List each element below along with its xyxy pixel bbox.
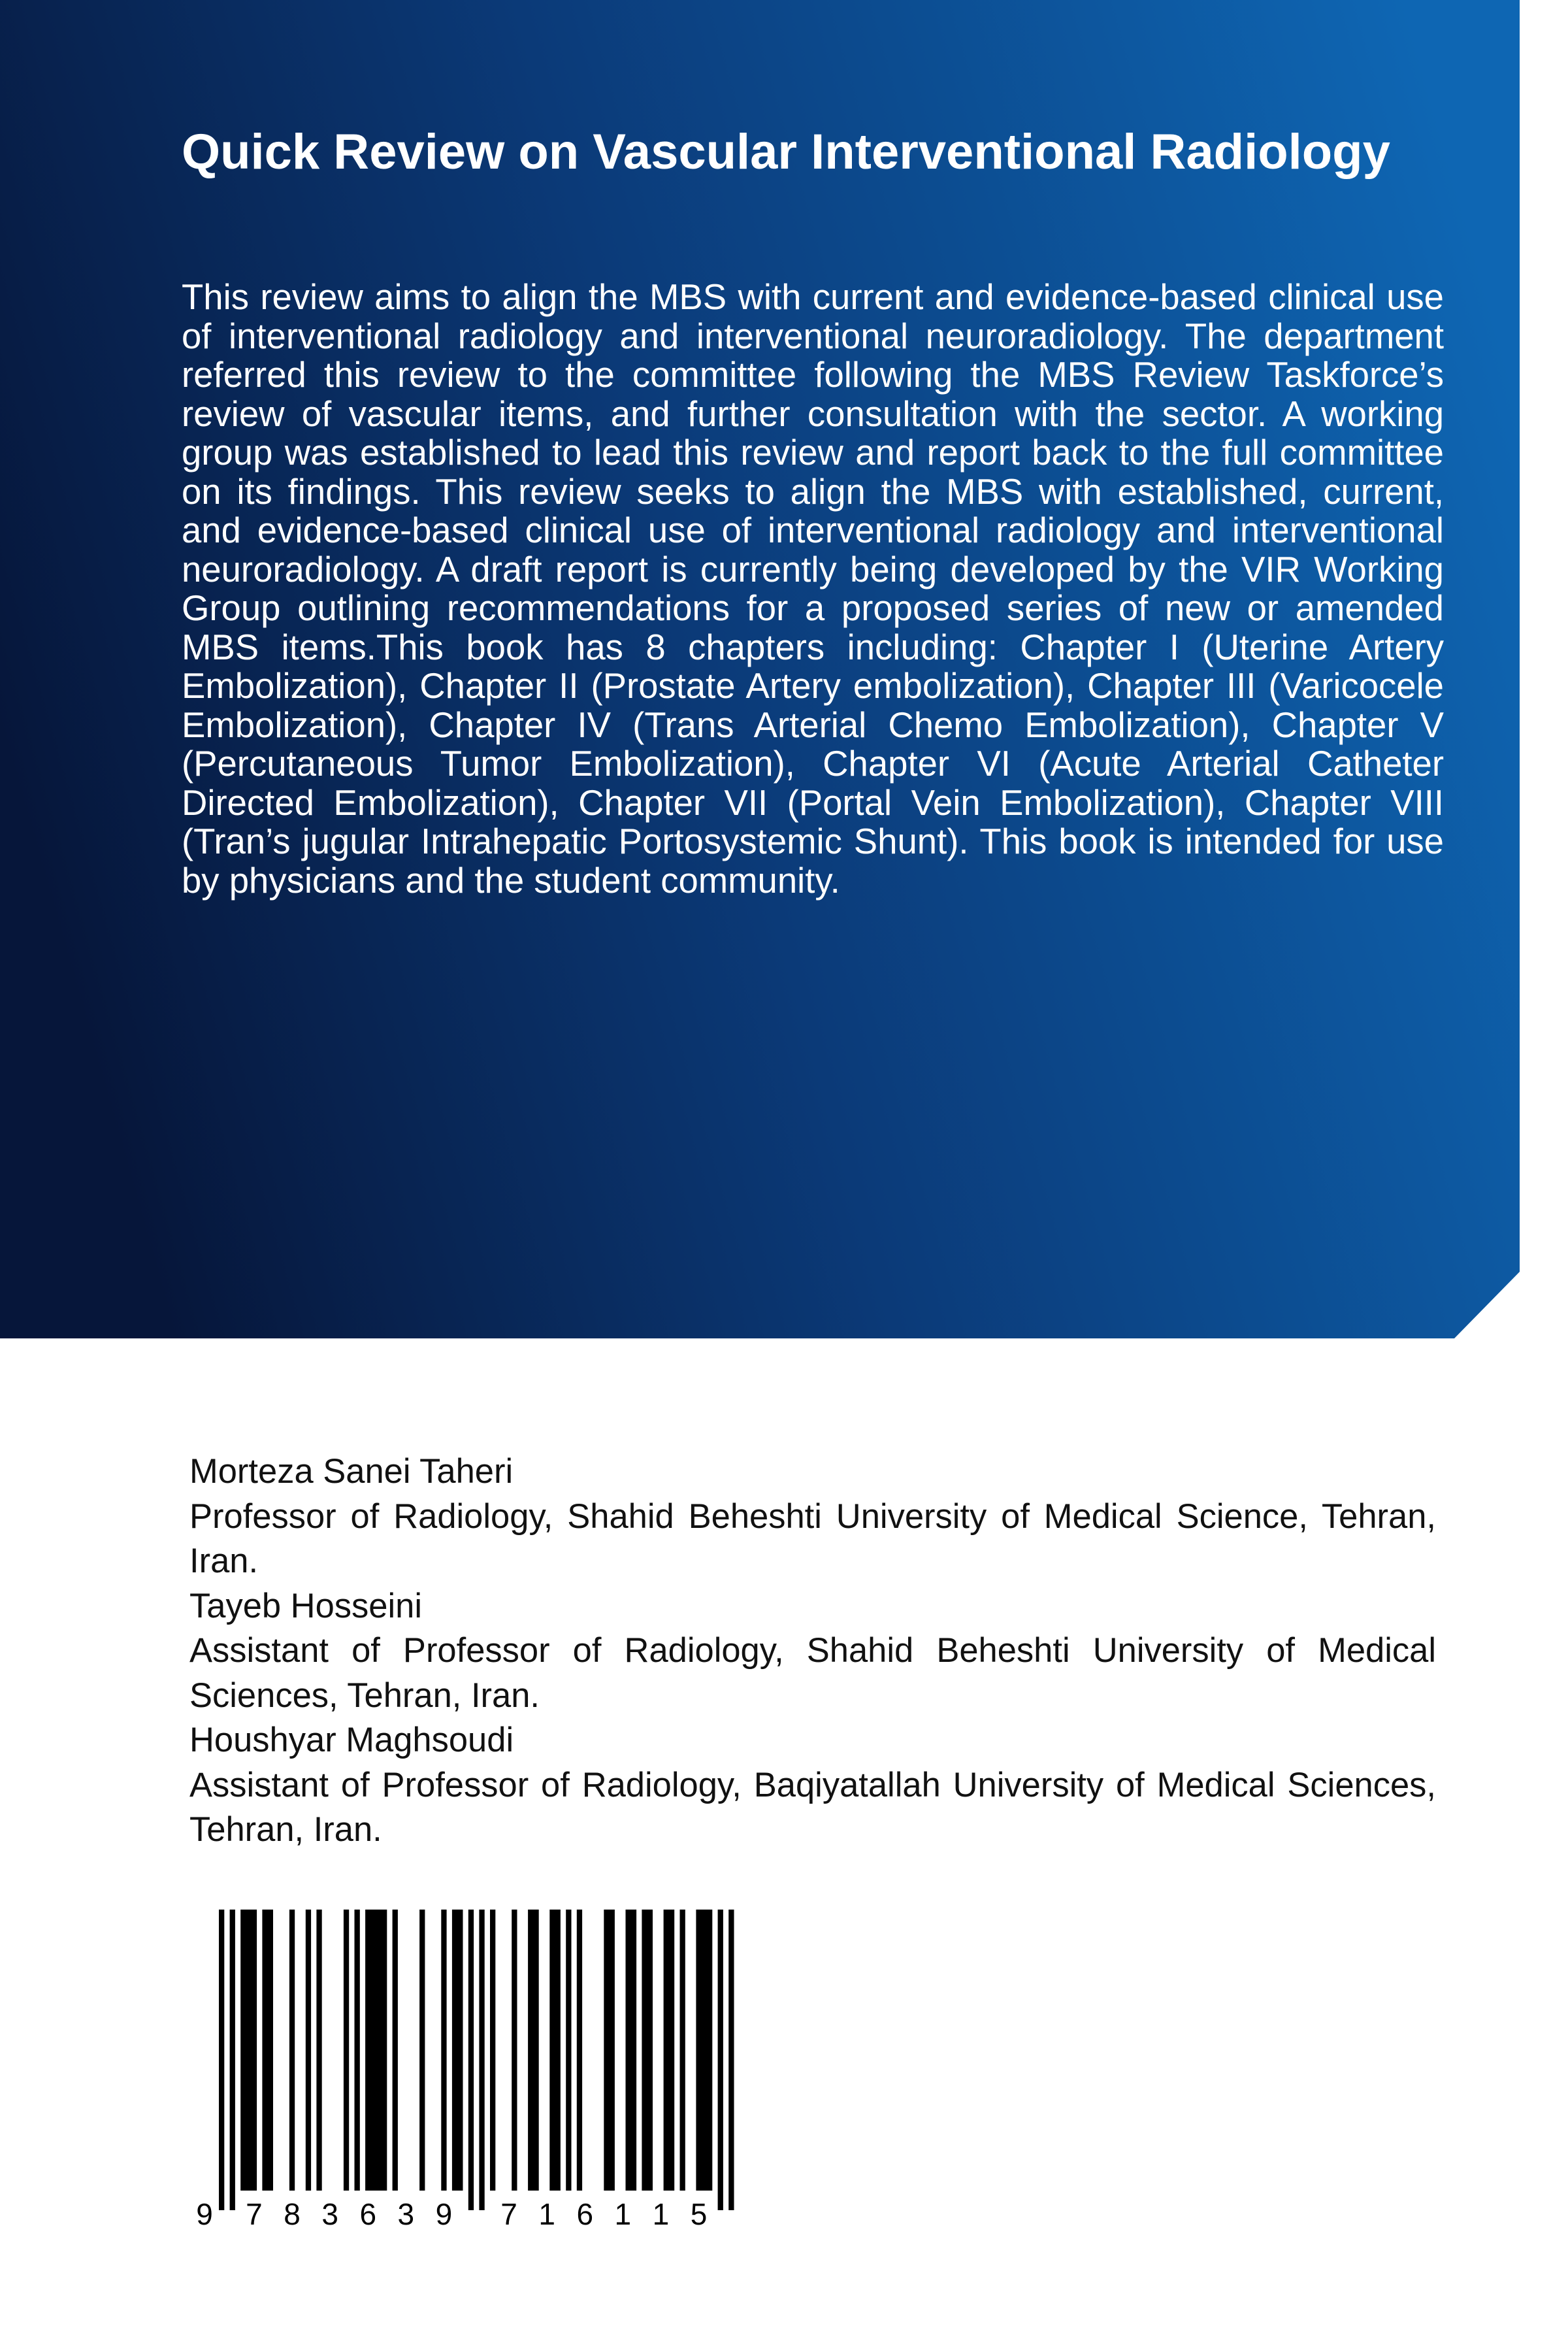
barcode-bar [306,1910,311,2191]
barcode-digit: 6 [359,2197,377,2231]
barcode-bar [355,1910,360,2191]
author-affiliation: Professor of Radiology, Shahid Beheshti University of Medical Science, Tehran, Iran. [189,1497,1436,1580]
barcode-bars [219,1910,734,2210]
barcode-digit: 5 [690,2197,708,2231]
author-affiliation: Assistant of Professor of Radiology, Baqiyatallah University of Medical Sciences, Tehran, Iran. [189,1765,1436,1849]
barcode-bar [441,1910,446,2191]
barcode-bar [230,1910,235,2210]
barcode-bar [289,1910,295,2191]
barcode-bar [365,1910,387,2191]
barcode-digit: 3 [397,2197,415,2231]
author-name: Houshyar Maghsoudi [189,1721,514,1759]
barcode-digit: 8 [284,2197,301,2231]
author-affiliation: Assistant of Professor of Radiology, Shahid Beheshti University of Medical Sciences, Tehran, Iran. [189,1631,1436,1715]
barcode-bar [262,1910,273,2191]
barcode-bar [452,1910,463,2191]
barcode-bar [728,1910,734,2210]
barcode-bar [468,1910,474,2210]
barcode-bar [642,1910,653,2191]
barcode-digit: 9 [196,2197,213,2231]
author-name: Tayeb Hosseini [189,1586,423,1625]
barcode-digit: 1 [652,2197,670,2231]
barcode-digit: 7 [500,2197,517,2231]
barcode-bar [393,1910,398,2191]
barcode-digit: 1 [538,2197,555,2231]
barcode-bar [219,1910,224,2210]
barcode-bar [577,1910,582,2191]
author-name: Morteza Sanei Taheri [189,1452,514,1491]
barcode-digits [196,2197,707,2231]
barcode-bar [344,1910,349,2191]
barcode-digit: 7 [246,2197,263,2231]
barcode-bar [479,1910,484,2210]
barcode-bar [528,1910,539,2191]
barcode-bar [718,1910,723,2210]
book-description: This review aims to align the MBS with current and evidence-based clinical use of interventional radiology and interventional neuroradiology. The department referred this review to the committee following the MBS Review Taskforce’s review of vascular items, and further consultation with the sector. A working group was established to lead this review and report back to the full committee on its findings. This review seeks to align the MBS with established, current, and evidence-based clinical use of interventional radiology and interventional neuroradiology. A draft report is currently being developed by the VIR Working Group outlining recommendations for a proposed series of new or amended MBS items.This book has 8 chapters including: Chapter I (Uterine Artery Embolization), Chapter II (Prostate Artery embolization), Chapter III (Varicocele Embolization), Chapter IV (Trans Arterial Chemo Embolization), Chapter V (Percutaneous Tumor Embolization), Chapter VI (Acute Arterial Catheter Directed Embolization), Chapter VII (Portal Vein Embolization), Chapter VIII (Tran’s jugular Intrahepatic Portosystemic Shunt). This book is intended for use by physicians and the student community. [182,277,1444,901]
barcode-digit: 9 [435,2197,453,2231]
barcode-bar [680,1910,685,2191]
book-title: Quick Review on Vascular Interventional Radiology [182,124,1390,180]
barcode-bar [490,1910,495,2191]
barcode-digit: 1 [614,2197,632,2231]
barcode-bar [419,1910,425,2191]
barcode-bar [549,1910,561,2191]
barcode-bar [696,1910,712,2191]
author-list [189,1449,1436,1853]
barcode-bar [664,1910,675,2191]
barcode-bar [566,1910,571,2191]
barcode-digit: 3 [321,2197,338,2231]
barcode-bar [626,1910,637,2191]
barcode-bar [316,1910,321,2191]
isbn-barcode [189,1910,751,2243]
barcode-bar [512,1910,517,2191]
barcode-digit: 6 [576,2197,594,2231]
barcode-bar [604,1910,615,2191]
barcode-bar [240,1910,257,2191]
